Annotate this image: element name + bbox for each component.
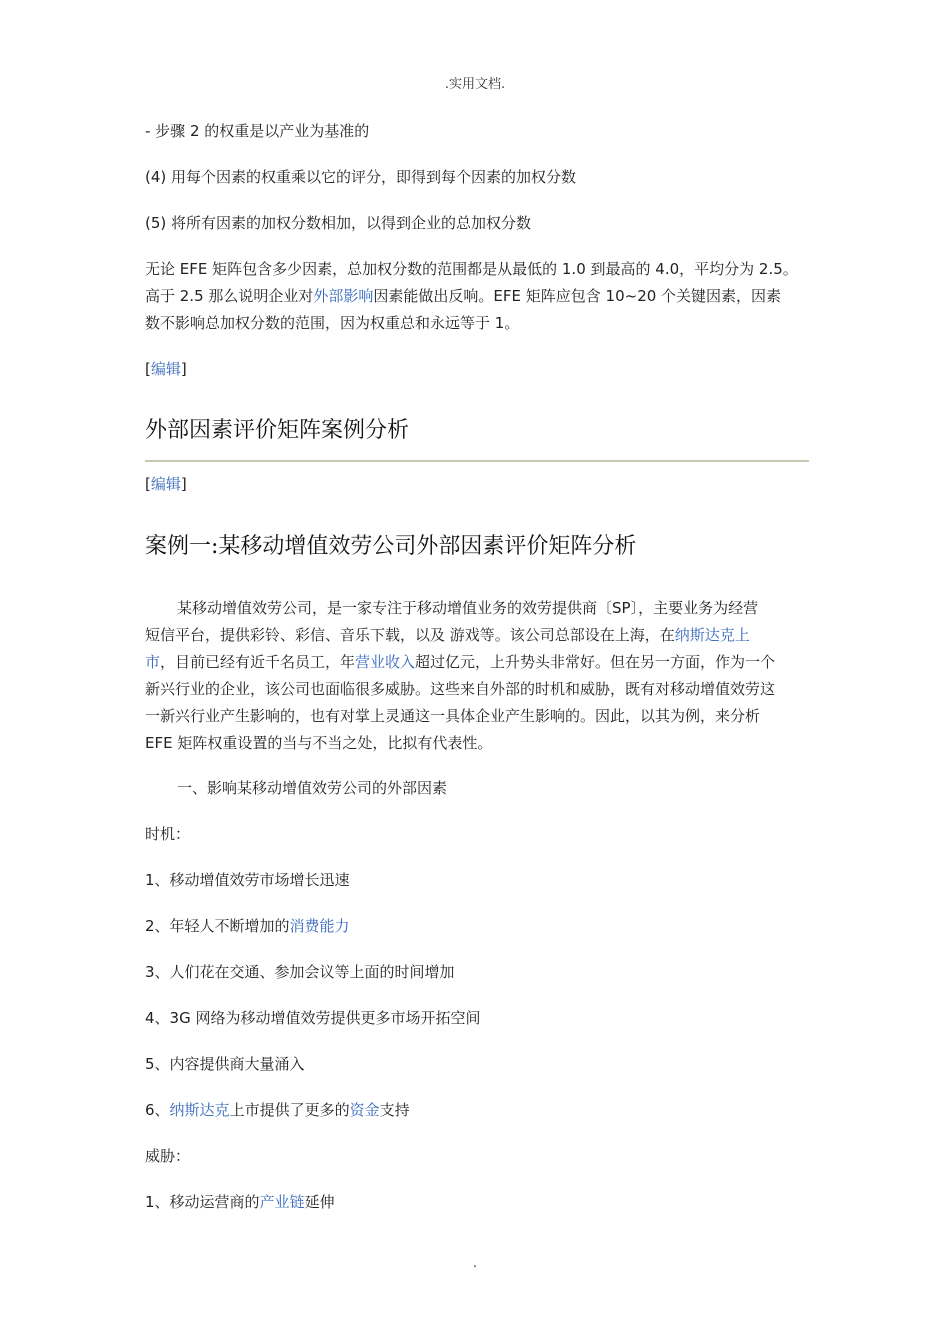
case-paragraph-line: 某移动增值效劳公司，是一家专注于移动增值业务的效劳提供商〔SP〕，主要业务为经营 — [177, 599, 759, 617]
opportunity-item: 5、内容提供商大量涌入 — [145, 1055, 305, 1073]
summary-line: 无论 EFE 矩阵包含多少因素，总加权分数的范围都是从最低的 1.0 到最高的 4.0，平均分为 2.5。 — [145, 260, 798, 278]
opportunities-label: 时机： — [145, 825, 191, 843]
list-item: (5) 将所有因素的加权分数相加，以得到企业的总加权分数 — [145, 214, 532, 232]
text: 短信平台，提供彩铃、彩信、音乐下载，以及 游戏等。该公司总部设在上海，在 — [145, 626, 675, 644]
opportunity-item: 1、移动增值效劳市场增长迅速 — [145, 871, 350, 889]
page-footer: . — [472, 1256, 478, 1271]
text: 1、移动运营商的 — [145, 1193, 260, 1211]
list-item: (4) 用每个因素的权重乘以它的评分，即得到每个因素的加权分数 — [145, 168, 577, 186]
threat-item — [145, 1189, 335, 1216]
section-divider — [145, 460, 809, 462]
text: 2、年轻人不断增加的 — [145, 917, 290, 935]
case-paragraph-line: 一新兴行业产生影响的，也有对掌上灵通这一具体企业产生影响的。因此，以其为例，来分析 — [145, 707, 761, 725]
edit-section: [编辑] — [145, 360, 187, 378]
link-capital[interactable]: 资金 — [349, 1101, 380, 1119]
opportunity-item: 3、人们花在交通、参加会议等上面的时间增加 — [145, 963, 455, 981]
factors-heading: 一、影响某移动增值效劳公司的外部因素 — [177, 779, 448, 797]
edit-link[interactable]: 编辑 — [150, 475, 181, 493]
threats-label: 威胁： — [145, 1147, 191, 1165]
case-paragraph-line — [145, 622, 750, 649]
opportunity-item — [145, 913, 350, 940]
text: ，目前已经有近千名员工，年 — [160, 653, 356, 671]
case-title: 案例一:某移动增值效劳公司外部因素评价矩阵分析 — [145, 534, 637, 559]
link-consumption-ability[interactable]: 消费能力 — [289, 917, 350, 935]
text: 上市提供了更多的 — [229, 1101, 350, 1119]
link-external-influence[interactable]: 外部影响 — [313, 287, 374, 305]
case-paragraph-line — [145, 649, 775, 676]
opportunity-item: 4、3G 网络为移动增值效劳提供更多市场开拓空间 — [145, 1009, 481, 1027]
link-nasdaq-listing[interactable]: 市 — [145, 653, 161, 671]
case-paragraph-line: EFE 矩阵权重设置的当与不当之处，比拟有代表性。 — [145, 734, 493, 752]
text: 支持 — [379, 1101, 410, 1119]
section-title: 外部因素评价矩阵案例分析 — [145, 418, 410, 443]
summary-line: 数不影响总加权分数的范围，因为权重总和永远等于 1。 — [145, 314, 520, 332]
link-nasdaq-listing[interactable]: 纳斯达克上 — [674, 626, 750, 644]
opportunity-item — [145, 1097, 410, 1124]
link-industry-chain[interactable]: 产业链 — [259, 1193, 305, 1211]
link-operating-revenue[interactable]: 营业收入 — [355, 653, 416, 671]
edit-link[interactable]: 编辑 — [150, 360, 181, 378]
link-nasdaq[interactable]: 纳斯达克 — [169, 1101, 230, 1119]
text: 超过亿元，上升势头非常好。但在另一方面，作为一个 — [415, 653, 776, 671]
text: 因素能做出反响。EFE 矩阵应包含 10~20 个关键因素，因素 — [373, 287, 782, 305]
case-paragraph-line: 新兴行业的企业，该公司也面临很多威胁。这些来自外部的时机和威胁，既有对移动增值效劳这 — [145, 680, 776, 698]
text: 延伸 — [304, 1193, 335, 1211]
summary-line — [145, 283, 781, 310]
edit-section: [编辑] — [145, 475, 187, 493]
page-header: .实用文档. — [444, 77, 506, 92]
list-item: - 步骤 2 的权重是以产业为基准的 — [145, 122, 370, 140]
text: 高于 2.5 那么说明企业对 — [145, 287, 314, 305]
text: 6、 — [145, 1101, 170, 1119]
